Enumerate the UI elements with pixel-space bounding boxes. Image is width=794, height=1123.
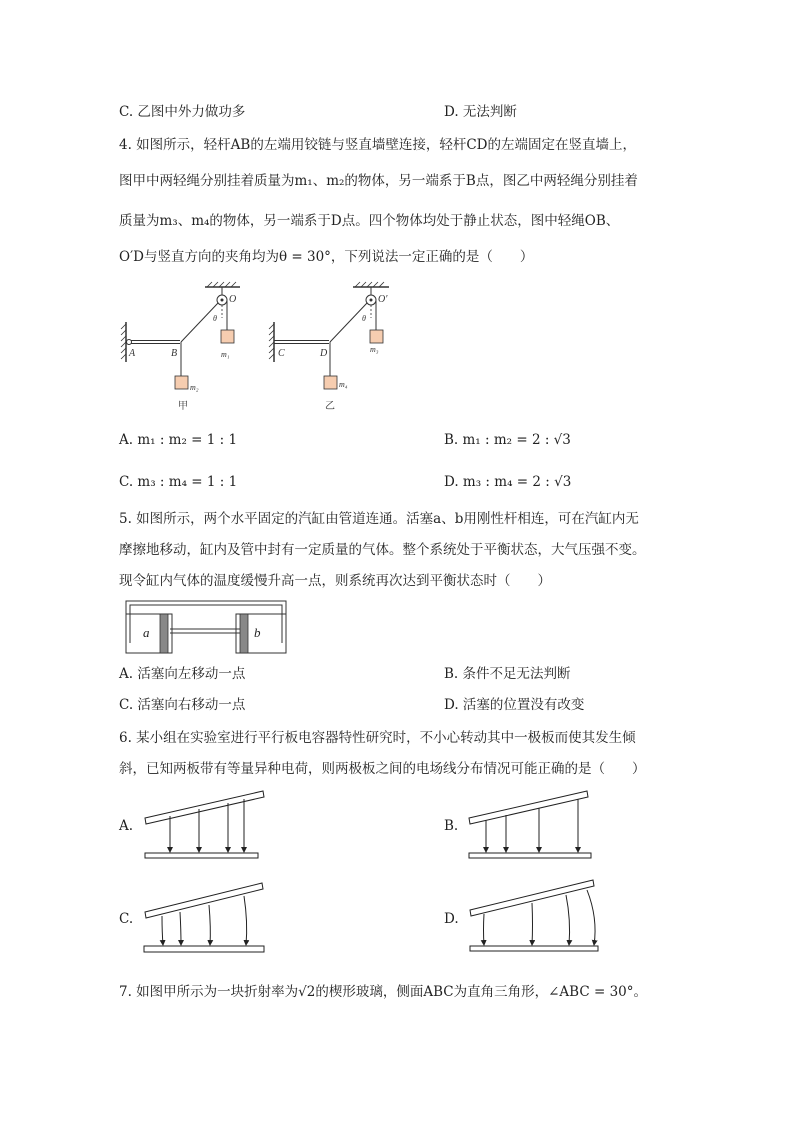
q4-line-3: 质量为m₃、m₄的物体，另一端系于D点。四个物体均处于静止状态，图中轻绳OB、 bbox=[119, 213, 620, 229]
label-m1: m₁ bbox=[221, 350, 230, 359]
q5-line-3: 现令缸内气体的温度缓慢升高一点，则系统再次达到平衡状态时（ ） bbox=[119, 573, 551, 589]
q6-line-2: 斜，已知两板带有等量异种电荷，则两极板之间的电场线分布情况可能正确的是（ ） bbox=[119, 761, 646, 777]
label-theta-1: θ bbox=[213, 314, 217, 323]
label-c: C bbox=[278, 348, 285, 359]
q4-option-b: B. m₁ : m₂ = 2 : √3 bbox=[444, 432, 571, 448]
label-m2: m₂ bbox=[190, 383, 199, 392]
q4-option-a: A. m₁ : m₂ = 1 : 1 bbox=[119, 432, 238, 448]
prev-option-c: C. 乙图中外力做功多 bbox=[119, 104, 246, 120]
piston-b bbox=[240, 614, 248, 653]
mass-m2-block bbox=[175, 376, 188, 389]
label-m4: m₄ bbox=[339, 380, 348, 389]
figure-yi bbox=[269, 282, 389, 376]
q5-option-c: C. 活塞向右移动一点 bbox=[119, 697, 246, 713]
q4-option-c: C. m₃ : m₄ = 1 : 1 bbox=[119, 474, 238, 490]
q7-line-1: 7. 如图甲所示为一块折射率为√2的楔形玻璃，侧面ABC为直角三角形，∠ABC = 30°。 bbox=[119, 984, 647, 1000]
label-m3: m₃ bbox=[370, 345, 379, 354]
q4-line-2: 图甲中两轻绳分别挂着质量为m₁、m₂的物体，另一端系于B点，图乙中两轻绳分别挂着 bbox=[119, 173, 638, 189]
prev-option-d: D. 无法判断 bbox=[444, 104, 517, 120]
q6-figure-c bbox=[144, 883, 264, 952]
q4-line-4: O′D与竖直方向的夹角均为θ = 30°，下列说法一定正确的是（ ） bbox=[119, 249, 534, 265]
q4-option-d: D. m₃ : m₄ = 2 : √3 bbox=[444, 474, 572, 490]
label-yi: 乙 bbox=[325, 401, 335, 412]
q5-option-d: D. 活塞的位置没有改变 bbox=[444, 697, 585, 713]
label-o: O bbox=[229, 294, 237, 305]
piston-a bbox=[160, 614, 168, 653]
label-piston-b: b bbox=[254, 625, 261, 640]
q5-line-1: 5. 如图所示，两个水平固定的汽缸由管道连通。活塞a、b用刚性杆相连，可在汽缸内无 bbox=[119, 511, 639, 527]
q6-figure-d bbox=[470, 880, 598, 951]
q5-option-a: A. 活塞向左移动一点 bbox=[119, 666, 246, 682]
q6-option-b-label: B. bbox=[444, 818, 459, 834]
q6-figure-b bbox=[469, 791, 591, 858]
label-d: D bbox=[320, 348, 328, 359]
mass-m4-block bbox=[324, 376, 337, 389]
label-b: B bbox=[171, 348, 178, 359]
label-piston-a: a bbox=[143, 625, 150, 640]
q6-option-d-label: D. bbox=[444, 911, 459, 927]
q6-option-a-label: A. bbox=[119, 818, 134, 834]
label-o-prime: O′ bbox=[378, 294, 388, 305]
q5-option-b: B. 条件不足无法判断 bbox=[444, 666, 571, 682]
q5-line-2: 摩擦地移动，缸内及管中封有一定质量的气体。整个系统处于平衡状态，大气压强不变。 bbox=[119, 542, 646, 558]
label-theta-2: θ bbox=[362, 314, 366, 323]
q6-option-c-label: C. bbox=[119, 911, 134, 927]
mass-m3-block bbox=[370, 330, 383, 343]
mass-m1-block bbox=[221, 330, 234, 343]
q5-figure bbox=[126, 601, 286, 653]
label-a: A bbox=[129, 348, 136, 359]
q4-line-1: 4. 如图所示，轻杆AB的左端用铰链与竖直墙壁连接，轻杆CD的左端固定在竖直墙上， bbox=[119, 137, 636, 153]
q6-figure-a bbox=[145, 791, 264, 858]
figure-jia bbox=[121, 282, 240, 376]
q6-line-1: 6. 某小组在实验室进行平行板电容器特性研究时，不小心转动其中一极板而使其发生倾 bbox=[119, 730, 636, 746]
label-jia: 甲 bbox=[178, 401, 188, 412]
